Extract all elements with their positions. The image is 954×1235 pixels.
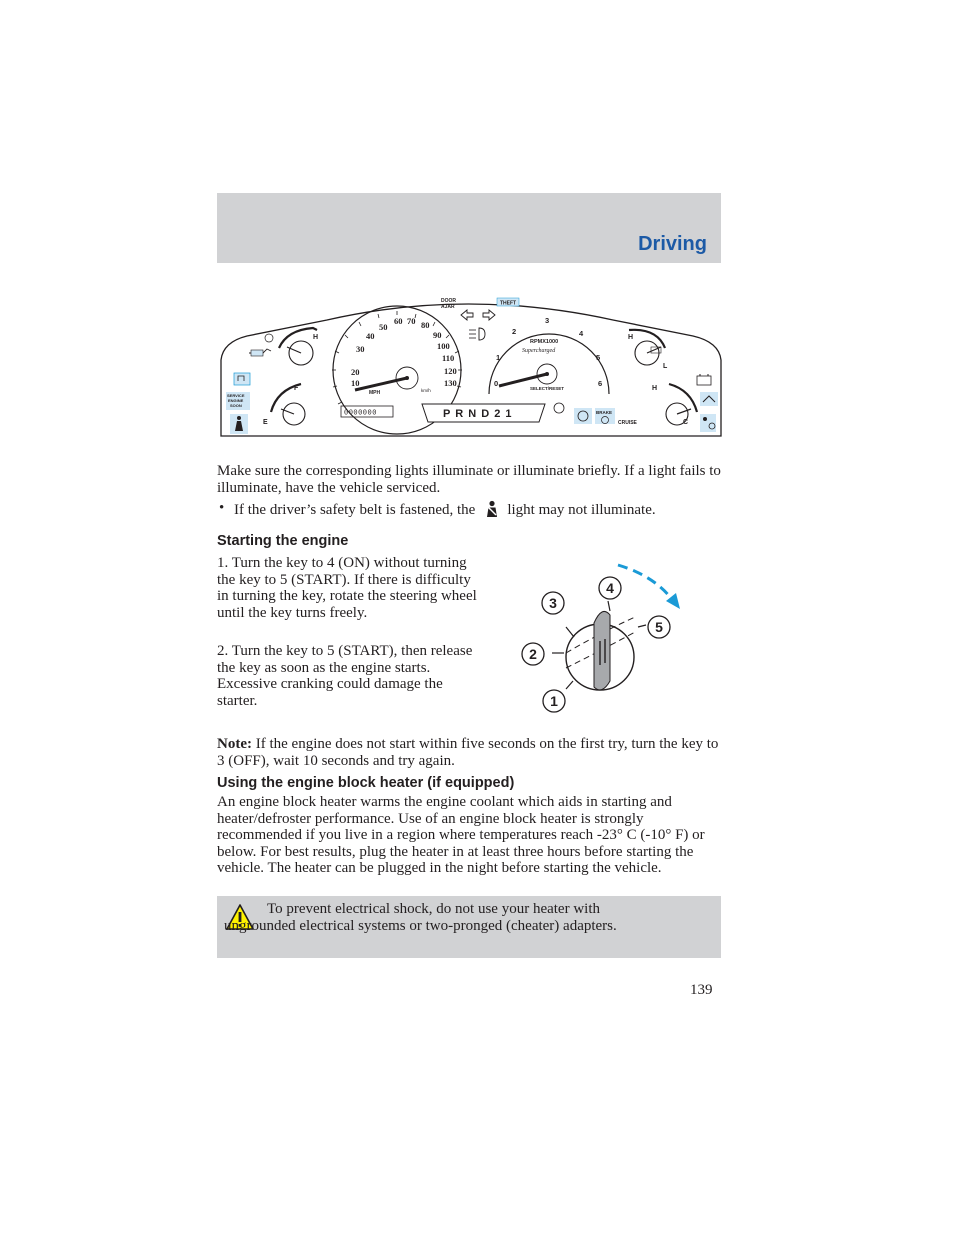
tach-label: 0 [494,379,499,388]
service-engine-soon-light [226,392,250,410]
starting-heading: Starting the engine [217,533,349,549]
ignition-switch-diagram [510,555,700,725]
speedo-label: 110 [442,353,455,363]
svg-text:SERVICE: SERVICE [227,393,245,398]
position-label-1: 1 [550,693,558,709]
warning-text: To prevent electrical shock, do not use your heater with ungrounded electrical systems or two-pronged (cheater) adapters. [224,901,617,934]
speedo-label: 20 [351,367,360,377]
section-title: Driving [638,233,707,255]
starting-step-2: 2. Turn the key to 5 (START), then release the key as soon as the engine starts. Excessive cranking could damage the starter. [217,643,473,709]
tach-label: 4 [579,329,584,338]
speedo-label: 40 [366,331,375,341]
temp-h-label: H [313,334,319,341]
gear-indicator: P R N D 2 1 [443,408,513,420]
speedo-label: 70 [407,316,416,326]
svg-text:ENGINE: ENGINE [228,398,244,403]
ignition-key [594,611,610,689]
note-label: Note: [217,736,252,752]
speedo-label: 100 [437,341,450,351]
odometer-value: 0000000 [344,409,377,418]
bullet-dot: • [219,500,225,516]
speedo-unit: MPH [369,390,381,396]
speedo-label: 90 [433,330,442,340]
position-label-3: 3 [549,595,557,611]
bullet-text: If the driver’s safety belt is fastened, the light may not illuminate. [234,502,656,518]
rotation-arrowhead [666,593,680,609]
speedo-label: 30 [356,344,365,354]
rotation-arrow-path [618,565,676,605]
speedo-label: 130 [444,378,457,388]
tach-unit-label: RPMX1000 [530,339,559,345]
oiltemp-h-label: H [652,385,658,392]
svg-text:SOON: SOON [230,403,242,408]
oiltemp-c-label: C [683,419,689,426]
position-label-2: 2 [529,646,537,662]
speedo-label: 50 [379,322,388,332]
tach-label: 6 [598,379,603,388]
supercharged-script: Supercharged [522,348,556,354]
speedo-label: 10 [351,378,360,388]
warning-box [217,896,721,958]
note-text: If the engine does not start within five seconds on the first try, turn the key to 3 (OFF), wait 10 seconds and try again. [217,736,719,769]
intro-paragraph: Make sure the corresponding lights illuminate or illuminate briefly. If a light fails to illuminate, have the vehicle serviced. [217,463,721,496]
airbag-warning-icon [700,414,716,432]
tach-label: 2 [512,327,517,336]
overdrive-icon [234,373,250,385]
door-ajar-label: DOOR [441,298,456,304]
four-wheel-drive-icon [700,392,718,406]
speedo-label: 120 [444,366,457,376]
speedo-label: 80 [421,320,430,330]
voltage-l-label: L [663,363,668,370]
starting-step-1: 1. Turn the key to 4 (ON) without turning the key to 5 (START). If there is difficulty in turning the key, rotate the steering wheel until the key turns freely. [217,555,477,621]
brake-warning-light [595,408,615,424]
block-heater-heading: Using the engine block heater (if equipped) [217,775,515,791]
fuel-e-label: E [263,419,268,426]
select-reset-label: SELECT/RESET [530,386,565,391]
tach-label: 5 [596,353,601,362]
safety-belt-icon [483,500,501,518]
position-label-5: 5 [655,619,663,635]
header-band [217,193,721,263]
note-paragraph [217,736,721,769]
tach-label: 1 [496,353,501,362]
voltage-h-label: H [628,334,634,341]
door-ajar-label: AJAR [441,304,455,310]
seatbelt-warning-icon [230,414,248,434]
block-heater-paragraph: An engine block heater warms the engine coolant which aids in starting and heater/defroster performance. Use of an engine block heater is strongly recommended if you live in a region where temperatures reach -23° C (-10° F) or below. For best results, plug the heater in at least three hours before starting the vehicle. The heater can be plugged in the night before starting the vehicle. [217,794,705,876]
theft-label: THEFT [500,300,517,307]
tach-label: 3 [545,316,550,325]
abs-warning-icon [574,408,592,424]
svg-text:BRAKE: BRAKE [596,410,613,415]
page-number: 139 [690,982,713,998]
instrument-cluster-illustration [217,290,723,440]
fuel-f-label: F [294,385,299,392]
speedo-kmh-unit: km/h [421,388,431,393]
position-label-4: 4 [606,580,614,596]
cruise-indicator: CRUISE [618,420,637,426]
speedo-label: 60 [394,316,403,326]
